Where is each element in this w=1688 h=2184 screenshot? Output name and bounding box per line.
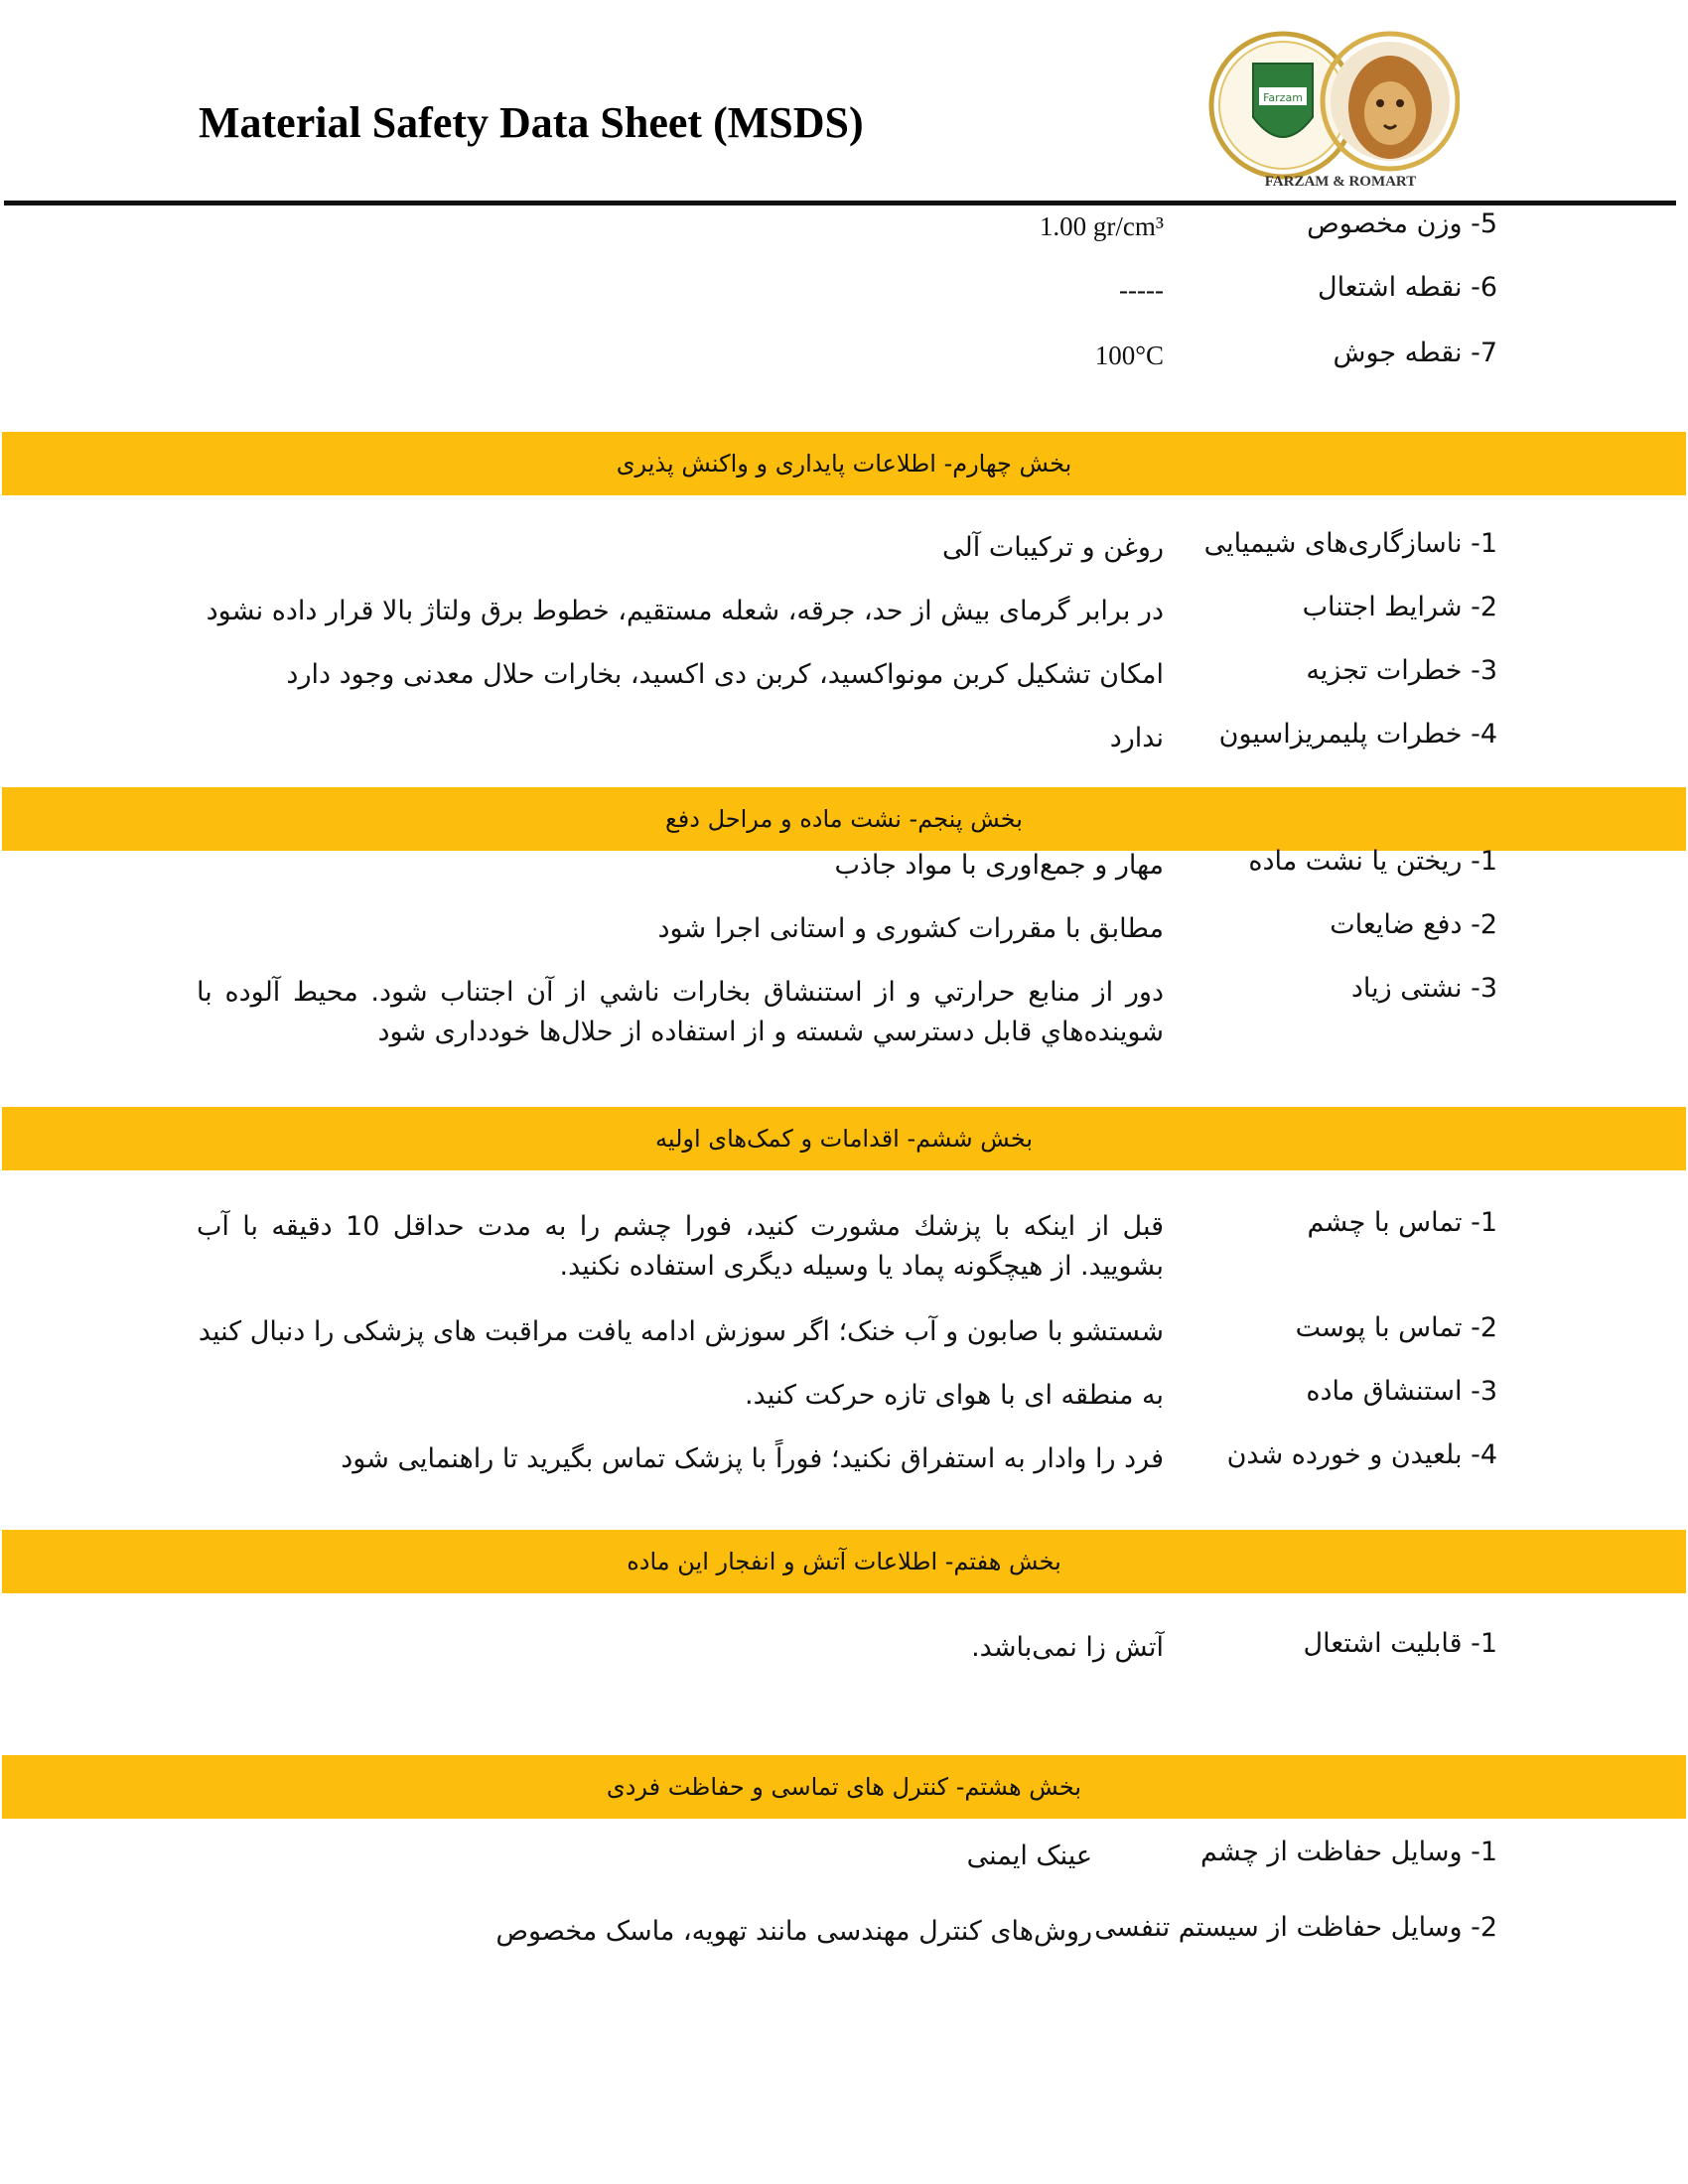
- header-divider: [4, 201, 1676, 205]
- section6-item-4-label: -4 بلعیدن و خورده شدن: [1226, 1439, 1497, 1470]
- section4-item-4-value: ندارد: [1109, 723, 1164, 753]
- property-boiling-point-label: -7 نقطه جوش: [1333, 338, 1497, 368]
- section-header-fire: بخش هفتم- اطلاعات آتش و انفجار این ماده: [2, 1530, 1686, 1593]
- section8-item-1-label: -1 وسایل حفاظت از چشم: [1200, 1837, 1497, 1867]
- section6-item-2-value: شستشو با صابون و آب خنک؛ اگر سوزش ادامه یافت مراقبت های پزشکی را دنبال کنید: [198, 1316, 1164, 1347]
- section6-item-1-value: قبل از اینکه با پزشك مشورت کنید، فورا چشم را به مدت حداقل 10 دقیقه با آب بشویید. از هیچگونه پماد یا وسیله دیگری استفاده نکنید.: [197, 1211, 1164, 1282]
- section4-item-3-label: -3 خطرات تجزیه: [1306, 655, 1497, 686]
- property-boiling-point-value: 100°C: [1094, 341, 1164, 370]
- section4-item-2-value: در برابر گرمای بیش از حد، جرقه، شعله مستقیم، خطوط برق ولتاژ بالا قرار داده نشود: [206, 596, 1164, 626]
- section5-item-1-label: -1 ریختن یا نشت ماده: [1248, 846, 1497, 877]
- section5-item-3-label: -3 نشتی زیاد: [1350, 973, 1497, 1004]
- section7-item-1-value: آتش زا نمی‌باشد.: [971, 1632, 1164, 1663]
- section-header-protection: بخش هشتم- کنترل های تماسی و حفاظت فردی: [2, 1755, 1686, 1819]
- section5-item-2-label: -2 دفع ضایعات: [1330, 909, 1497, 940]
- section-header-spill: بخش پنجم- نشت ماده و مراحل دفع: [2, 787, 1686, 851]
- section5-item-2-value: مطابق با مقررات کشوری و استانی اجرا شود: [657, 913, 1164, 944]
- section6-item-3-value: به منطقه ای با هوای تازه حرکت کنید.: [745, 1380, 1164, 1411]
- section8-item-2-label: -2 وسایل حفاظت از سیستم تنفسی: [1094, 1912, 1497, 1943]
- document-title: Material Safety Data Sheet (MSDS): [199, 98, 864, 147]
- section4-item-4-label: -4 خطرات پلیمریزاسیون: [1218, 719, 1497, 750]
- section6-item-2-label: -2 تماس با پوست: [1295, 1312, 1497, 1343]
- section5-item-1-value: مهار و جمع‌اوری با مواد جاذب: [834, 850, 1164, 881]
- section4-item-3-value: امکان تشکیل کربن مونواکسید، کربن دی اکسید، بخارات حلال معدنی وجود دارد: [286, 659, 1164, 690]
- property-flash-point-label: -6 نقطه اشتعال: [1317, 272, 1497, 303]
- company-logo: [1201, 18, 1460, 197]
- section6-item-1-label: -1 تماس با چشم: [1307, 1207, 1497, 1238]
- section-header-first-aid: بخش ششم- اقدامات و کمک‌های اولیه: [2, 1107, 1686, 1170]
- section-header-stability: بخش چهارم- اطلاعات پایداری و واکنش پذیری: [2, 432, 1686, 495]
- section4-item-1-label: -1 ناسازگاری‌های شیمیایی: [1203, 528, 1497, 559]
- section7-item-1-label: -1 قابلیت اشتعال: [1303, 1628, 1497, 1659]
- section4-item-2-label: -2 شرایط اجتناب: [1302, 592, 1497, 622]
- logo-caption: FARZAM & ROMART: [1264, 174, 1417, 190]
- svg-text:Farzam: Farzam: [1263, 91, 1303, 104]
- property-flash-point-value: -----: [1119, 275, 1164, 305]
- section6-item-4-value: فرد را وادار به استفراق نکنید؛ فوراً با پزشک تماس بگیرید تا راهنمایی شود: [341, 1443, 1164, 1474]
- property-specific-gravity-value: 1.00 gr/cm³: [1039, 211, 1164, 241]
- section6-item-3-label: -3 استنشاق ماده: [1306, 1376, 1497, 1407]
- section8-item-1-value: عینک ایمنی: [966, 1841, 1092, 1871]
- section5-item-3-value: دور از منابع حرارتي و از استنشاق بخارات ناشي از آن اجتناب شود. محیط آلوده با شوینده‌هاي قابل دسترسي شسته و از استفاده از حلال‌ها خودداری شود: [197, 977, 1164, 1047]
- section8-item-2-value: روش‌های کنترل مهندسی مانند تهویه، ماسک مخصوص: [495, 1916, 1092, 1947]
- section4-item-1-value: روغن و ترکیبات آلی: [942, 532, 1164, 563]
- property-specific-gravity-label: -5 وزن مخصوص: [1307, 208, 1497, 239]
